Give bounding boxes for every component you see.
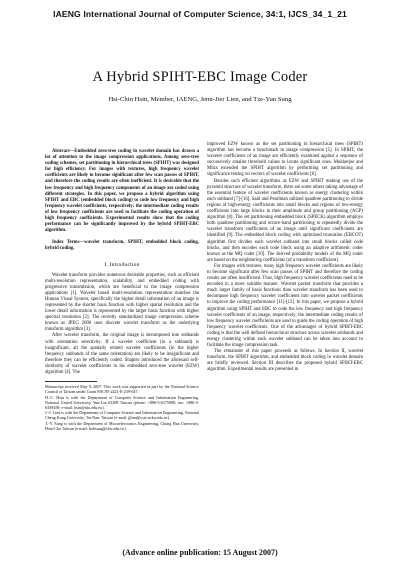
left-column	[45, 149, 199, 431]
body-paragraph: The remainder of this paper proceeds as follows. In Section II, wavelet transform, the SPIHT algorithm, and embedded block coding in wavelet domain are briefly reviewed. Section III describes the proposed hybrid SPIHT-EBC algorithm. Experimental results are presented in	[207, 349, 363, 373]
journal-header: IAENG International Journal of Computer Science, 34:1, IJCS_34_1_21	[53, 9, 347, 19]
index-terms: Index Terms—wavelet transform, SPIHT, embedded block coding, hybrid coding.	[45, 240, 199, 252]
right-column	[207, 142, 363, 374]
abstract: Abstract—Embedded zero-tree coding in wavelet domain has drawn a lot of attention to the image compression applications. Among zero-tree coding schemes, set partitioning in hierarchical trees (SPIHT) was designed for high efficiency. For images with textures, high frequency wavelet coefficients are likely to become significant after few scan passes of SPIHT, and therefore the coding results are often inefficient. It is desirable that the low frequency and high frequency components of an image are coded using different strategies. In this paper, we propose a hybrid algorithm using SPIHT and EBC (embedded block coding) to code low frequency and high frequency wavelet coefficients, respectively; the intermediate coding results of low frequency coefficients are used to facilitate the coding operation of high frequency coefficients. Experimental results show that the coding performance can be significantly improved by the hybrid SPIHT-EBC algorithm.	[45, 149, 199, 234]
body-paragraph: Wavelet transform provides numerous desirable properties, such as efficient multi-resolution representation, scalability, and embedded coding with progressive transmission, which are beneficial to the image compression applications [1]. Wavelet based multi-resolution representation matches the Human Visual System, specifically the higher detail information of an image is represented by the shorter basis function with higher spatial resolution and the lower detail information is represented by the larger basis function with higher spectral resolution [2]. The recently standardized image compression scheme known as JPEG 2000 uses discrete wavelet transform as the underlying transform algorithm [3].	[45, 272, 199, 333]
body-paragraph: For images with textures, many high frequency wavelet coefficients are likely to become significant after few scan passes of SPIHT and therefore the coding results are often insufficient. Thus, high frequency wavelet coefficients need to be encoded in a more suitable manner. Wavelet packet transform that provides a much larger family of basis functions than wavelet transform has been used to decompose high frequency wavelet coefficients into wavelet packet coefficients to improve the coding performance [11]-[12]. In this paper, we propose a hybrid algorithm using SPIHT and EBC to code the low frequency and high frequency wavelet coefficients of an image, respectively; the intermediate coding results of low frequency wavelet coefficients are used to guide the coding operation of high frequency wavelet coefficients. One of the advantages of hybrid SPIHT-EBC coding is that the well defined hierarchical structure across wavelet subbands and energy clustering within each wavelet subband can be taken into account to facilitate the image compression task.	[207, 263, 363, 349]
body-paragraph: Besides such efficient algorithms as EZW and SPIHT making use of the pyramid structure of wavelet transform, there are some others taking advantage of the essential feature of wavelet coefficients known as energy clustering within each subband [7]-[16]. Said and Pearlman utilized quadtree partitioning to divide regions of high-energy coefficients into small blocks and regions of low-energy coefficients into large blocks in their amplitude and group partitioning (AGP) algorithm [8]. The set partitioning embedded block (SPECK) algorithm employs both quadtree partitioning and octave-band partitioning to repeatedly divide the wavelet transform coefficients of an image until significant coefficients are identified [9]. The embedded block coding with optimized truncation (EBCOT) algorithm first divides each wavelet subband into small blocks called code blocks, and then encodes each code block using an adaptive arithmetic coder known as the MQ coder [10]. The derived probability models of the MQ coder are based on the neighboring coefficients (of a transform coefficient).	[207, 178, 363, 263]
body-paragraph: improved EZW known as the set partitioning in hierarchical trees (SPIHT) algorithm has become a benchmark in image compression [5]. In SPIHT, the wavelet coefficients of an image are efficiently examined against a sequence of successively smaller threshold values to locate significant ones. Mukherjee and Mitra extended the SPIHT algorithm by performing set partitioning and significance testing on vectors of wavelet coefficients [6].	[207, 142, 363, 178]
footnote: T.-Y. Sung is with the Department of Microelectronics Engineering, Chung Hua University, Hsin-Chu Taiwan (e-mail: bobsung@chu.edu.tw).	[45, 420, 199, 431]
section-heading-introduction: I. Introduction	[104, 261, 140, 268]
footnote: H.-C. Hsin is with the Department of Computer Science and Information Engineering, National United University, Yun-Lin 63208 Taiwan (phone: +886-5-6375080; fax: +886-5-6359458; e-mail: hsin@nfu.edu.tw).	[45, 394, 199, 410]
paper-title: A Hybrid SPIHT-EBC Image Coder	[92, 69, 308, 85]
footnote: Manuscript received May 9, 2007. This work was supported in part by the National Science Council of Taiwan under Grant NSC95-2221-E-239-047.	[45, 384, 199, 395]
footnote: J.-J. Lien is with the Department of Computer Science and Information Engineering, National Cheng Kung University, Tai-Nan, Taiwan (e-mail: jjlien@csie.ncku.edu.tw).	[45, 410, 199, 421]
body-paragraph: After wavelet transform, the original image is decomposed into subbands with orientation selectivity. If a wavelet coefficient (in a subband) is insignificant, all the spatially related wavelet coefficients (in the higher frequency subbands of the same orientation) are likely to be insignificant and therefore they can be efficiently coded. Shapiro introduced the aforesaid self-similarity of wavelet coefficients in his embedded zero-tree wavelet (EZW) algorithm [4]. The	[45, 333, 199, 375]
author-list: Hsi-Chin Hsin, Member, IAENG, Jenn-Jier Lien, and Tze-Yun Sung	[108, 96, 292, 103]
footnote-divider	[45, 381, 97, 382]
publication-footer: (Advance online publication: 15 August 2007)	[122, 548, 278, 557]
